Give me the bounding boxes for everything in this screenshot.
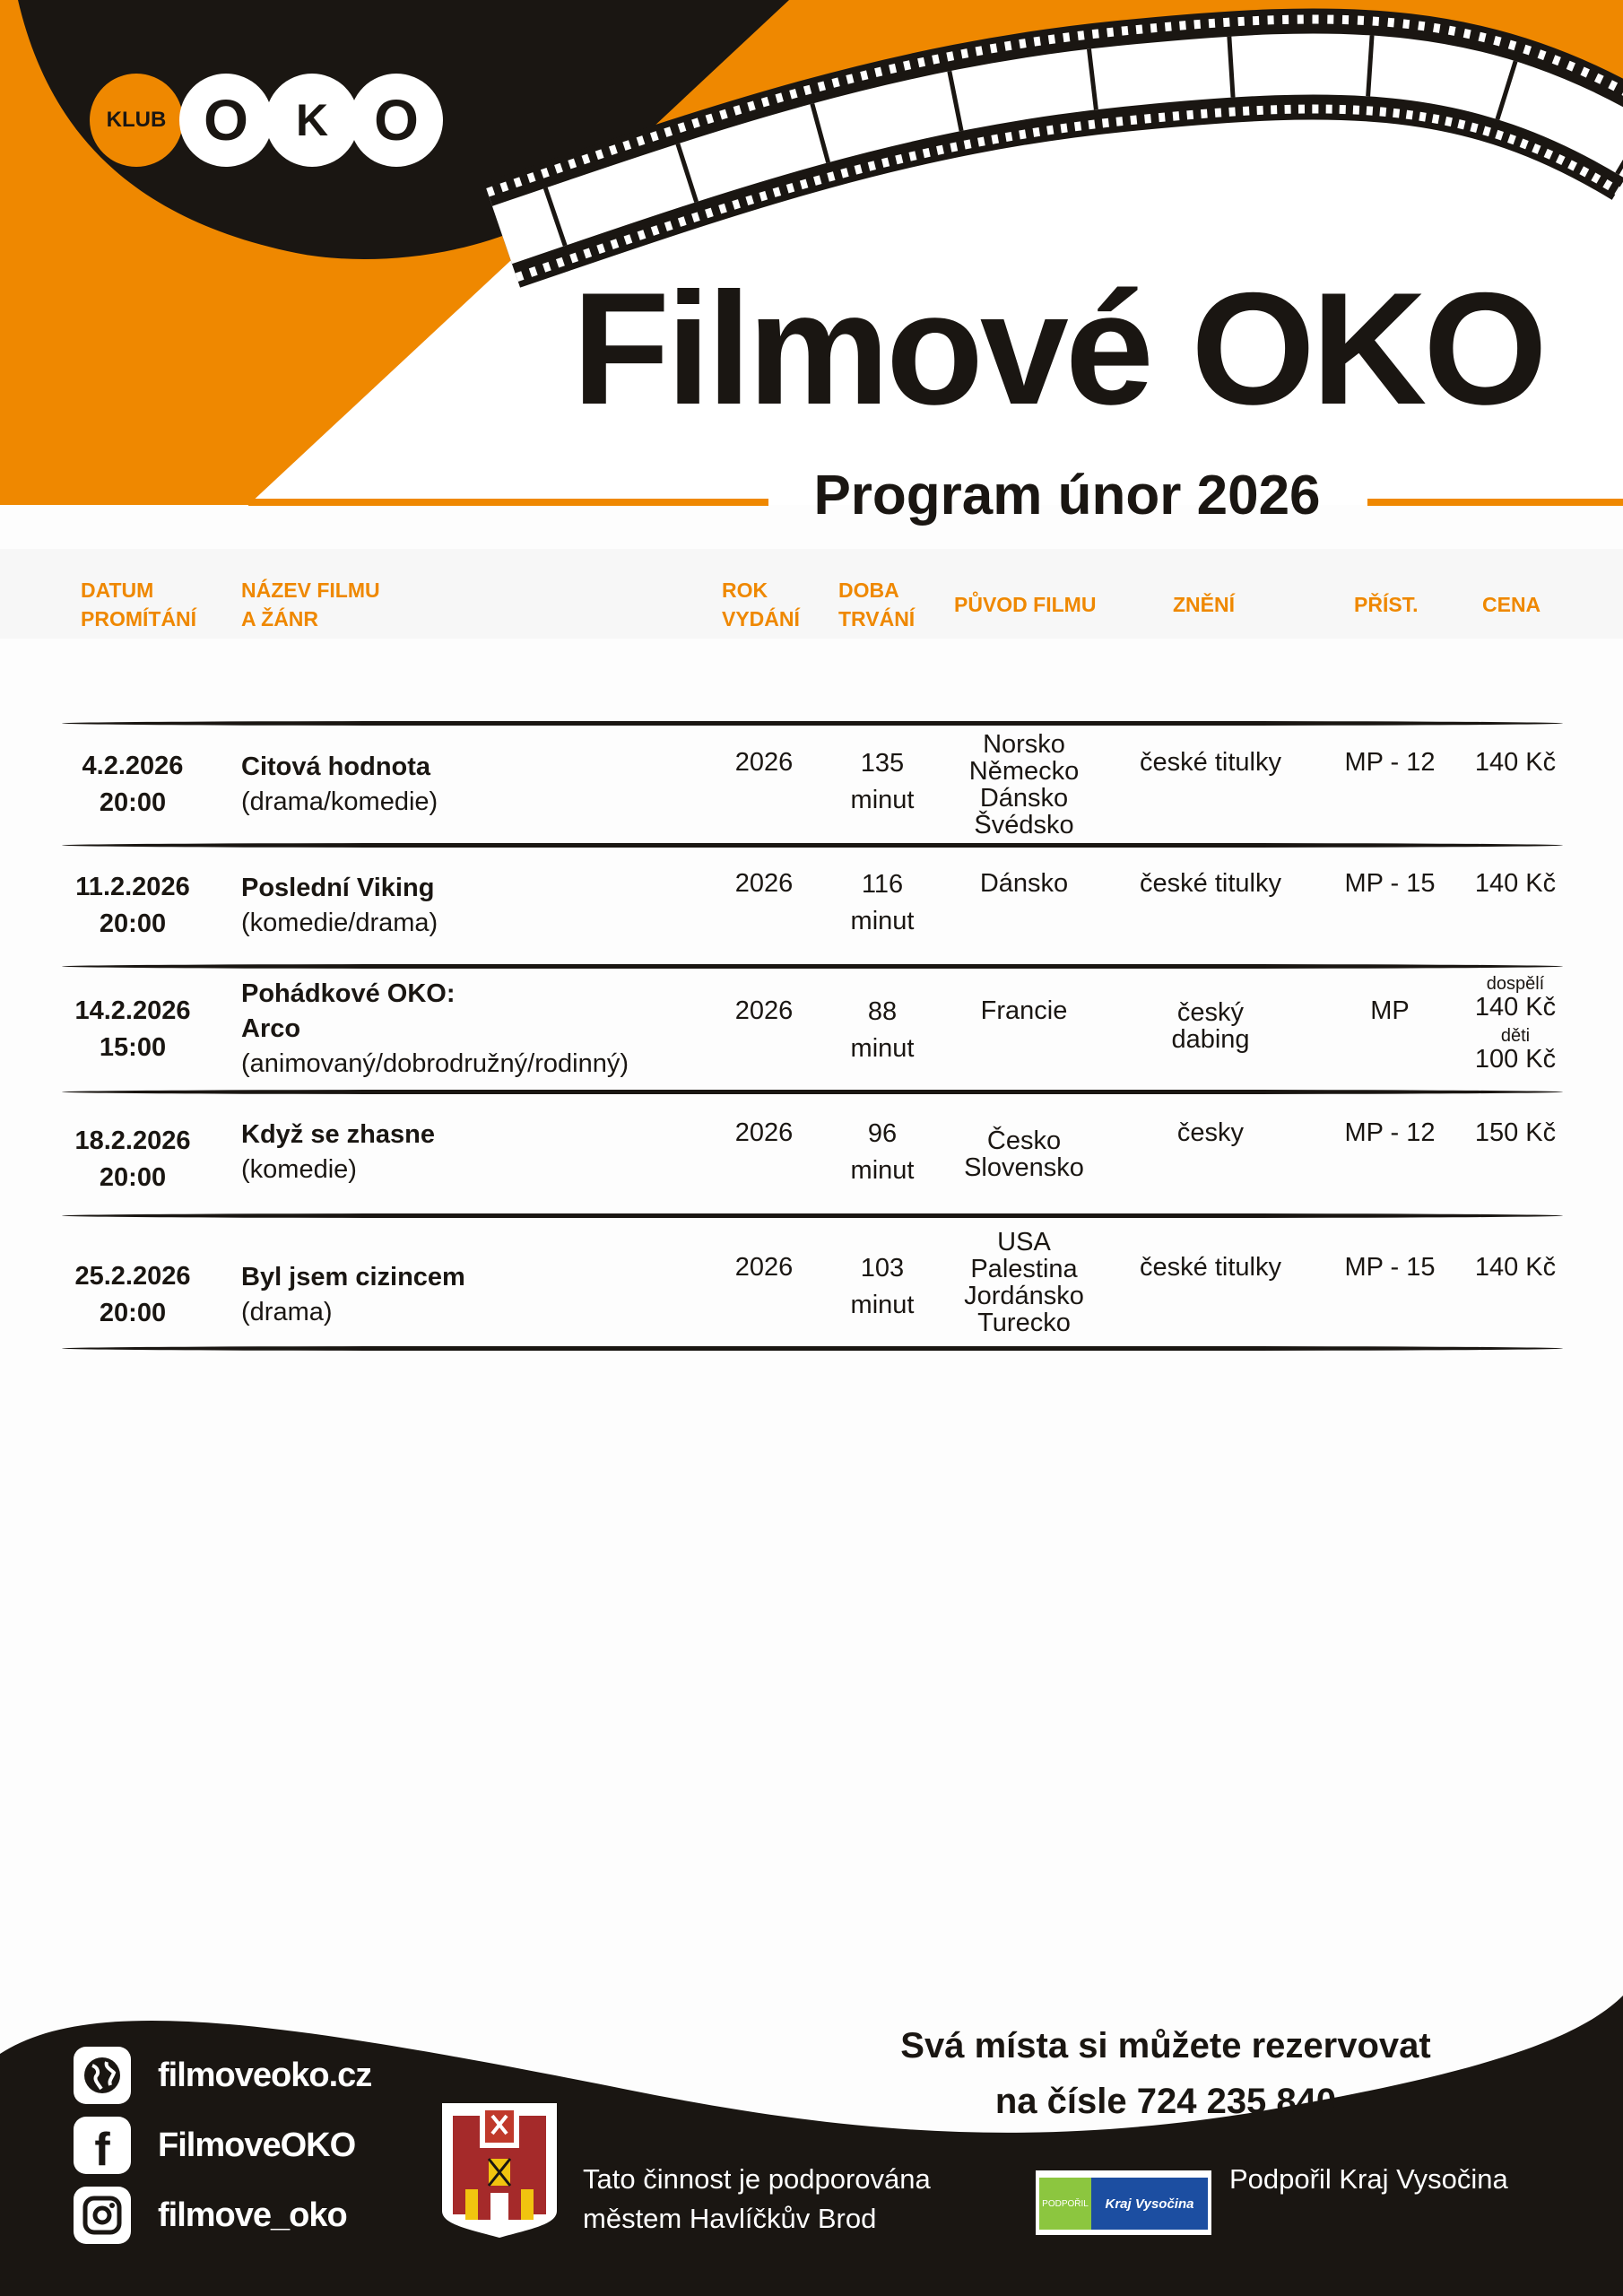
logo-left-panel: PODPOŘIL: [1039, 2178, 1091, 2230]
duration-value: 96: [867, 1119, 898, 1148]
page-subtitle: Program únor 2026: [813, 465, 1321, 526]
country: Dánsko: [979, 783, 1069, 813]
header-line: ROK: [722, 578, 768, 602]
table-row: [0, 726, 1623, 843]
table-row: [0, 1094, 1623, 1213]
instagram-text: filmove_oko: [158, 2196, 347, 2234]
header-line: DOBA: [838, 578, 899, 602]
price-child: 100 Kč: [1474, 1045, 1557, 1074]
release-year: 2026: [734, 869, 794, 898]
duration-value: 88: [867, 997, 898, 1026]
website-link[interactable]: [74, 2047, 371, 2104]
screening-date: [70, 848, 195, 964]
logo-letter-o: O: [179, 74, 273, 167]
reservation-phone: na čísle 724 235 840: [994, 2082, 1337, 2121]
table-header: [0, 549, 1623, 639]
age-rating: MP - 15: [1344, 1253, 1436, 1282]
ticket-price: 140 Kč: [1474, 748, 1557, 777]
screening-date: [70, 1094, 195, 1213]
country: Německo: [968, 756, 1080, 786]
duration-unit: minut: [850, 1034, 915, 1063]
city-support-line: městem Havlíčkův Brod: [583, 2203, 877, 2234]
column-header-duration: [838, 576, 915, 633]
duration: [834, 848, 931, 964]
duration-unit: minut: [850, 907, 915, 935]
ticket-price: 140 Kč: [1474, 869, 1557, 898]
header-line: VYDÁNÍ: [722, 607, 800, 631]
country: Turecko: [977, 1308, 1071, 1337]
column-header-year: [722, 576, 800, 633]
facebook-text: FilmoveOKO: [158, 2126, 356, 2164]
facebook-icon: f: [74, 2117, 131, 2174]
film-info: [241, 848, 743, 964]
origin: [952, 969, 1096, 1090]
city-support-line: Tato činnost je podporována: [583, 2163, 931, 2195]
header-line: PROMÍTÁNÍ: [81, 607, 197, 631]
film-title: Když se zhasne: [241, 1120, 435, 1149]
film-info: [241, 969, 743, 1090]
column-header-date: [81, 576, 196, 633]
time: 20:00: [99, 1299, 167, 1327]
duration-unit: minut: [850, 1291, 915, 1319]
table-row: [0, 848, 1623, 964]
age-rating: MP - 12: [1344, 1118, 1436, 1147]
instagram-icon: [74, 2187, 131, 2244]
release-year: 2026: [734, 1118, 794, 1147]
date: 14.2.2026: [74, 996, 191, 1025]
film-genre: (animovaný/dobrodružný/rodinný): [241, 1049, 629, 1078]
age-rating: MP - 12: [1344, 748, 1436, 777]
film-info: [241, 1218, 743, 1346]
reservation-line: Svá místa si můžete rezervovat: [900, 2026, 1431, 2066]
duration-value: 135: [860, 749, 905, 778]
header-line: A ŽÁNR: [241, 607, 319, 631]
date: 18.2.2026: [74, 1126, 191, 1155]
country: Slovensko: [964, 1152, 1084, 1182]
region-support-text: Podpořil Kraj Vysočina: [1229, 2163, 1508, 2195]
ticket-price: 150 Kč: [1474, 1118, 1557, 1147]
ticket-price: 140 Kč: [1474, 1253, 1557, 1282]
country: Norsko: [983, 729, 1065, 759]
language-version: česky: [1176, 1118, 1245, 1147]
release-year: 2026: [734, 748, 794, 777]
origin: [952, 1094, 1096, 1213]
date: 11.2.2026: [75, 873, 190, 901]
screening-date: [70, 969, 195, 1090]
orange-divider-right: [1367, 499, 1623, 506]
film-title: Poslední Viking: [241, 874, 435, 902]
film-title: Arco: [241, 1014, 301, 1043]
film-title: Byl jsem cizincem: [241, 1263, 465, 1292]
column-header-language: ZNĚNÍ: [1173, 593, 1235, 616]
film-title: Citová hodnota: [241, 752, 431, 781]
row-divider: [62, 1346, 1563, 1351]
country: Jordánsko: [964, 1281, 1084, 1310]
time: 15:00: [99, 1032, 167, 1062]
website-text: filmoveoko.cz: [158, 2056, 372, 2094]
duration-value: 103: [860, 1254, 905, 1283]
film-genre: (komedie): [241, 1155, 357, 1184]
price-label-child: děti: [1500, 1026, 1531, 1046]
release-year: 2026: [734, 996, 794, 1025]
logo-right-panel: Kraj Vysočina: [1091, 2178, 1208, 2230]
table-row: [0, 1218, 1623, 1346]
reservation-info: [807, 2018, 1524, 2129]
duration-value: 116: [861, 870, 904, 899]
time: 20:00: [99, 909, 167, 938]
globe-icon: [74, 2047, 131, 2104]
language-version: [1121, 969, 1300, 1090]
age-rating: MP: [1370, 996, 1410, 1025]
logo-letter-k: K: [265, 74, 359, 167]
screening-date: [70, 1218, 195, 1346]
language-line: český: [1176, 998, 1245, 1027]
time: 20:00: [99, 787, 167, 817]
header-line: DATUM: [81, 578, 154, 602]
origin: [952, 848, 1096, 964]
logo-klub-circle: KLUB: [90, 74, 183, 167]
screening-date: [70, 726, 195, 843]
country: Francie: [980, 996, 1068, 1025]
film-title: Pohádkové OKO:: [241, 979, 456, 1008]
duration-unit: minut: [850, 786, 915, 814]
country: Dánsko: [979, 869, 1069, 898]
language-version: české titulky: [1140, 1253, 1281, 1282]
column-header-origin: PŮVOD FILMU: [954, 593, 1097, 616]
column-header-access: PŘÍST.: [1354, 593, 1419, 616]
column-header-film: [241, 576, 380, 633]
city-support-text: [583, 2160, 931, 2239]
film-genre: (drama/komedie): [241, 787, 438, 816]
origin: [952, 726, 1096, 843]
film-genre: (drama): [241, 1298, 333, 1326]
country: Švédsko: [974, 810, 1074, 839]
page-title: Filmové OKO: [572, 259, 1544, 438]
origin: [952, 1218, 1096, 1346]
price-adult: 140 Kč: [1474, 993, 1557, 1022]
instagram-link[interactable]: [74, 2187, 347, 2244]
header-line: TRVÁNÍ: [838, 607, 916, 631]
column-header-price: CENA: [1482, 593, 1541, 616]
facebook-link[interactable]: [74, 2117, 355, 2174]
ticket-price: [1462, 969, 1569, 1090]
film-info: [241, 726, 743, 843]
language-version: české titulky: [1140, 748, 1281, 777]
duration: [834, 726, 931, 843]
orange-divider-left: [248, 499, 768, 506]
time: 20:00: [99, 1163, 167, 1192]
price-label-adult: dospělí: [1486, 974, 1545, 994]
film-info: [241, 1094, 743, 1213]
kraj-vysocina-logo: [1036, 2170, 1211, 2235]
country: USA: [997, 1227, 1051, 1257]
table-row: [0, 969, 1623, 1090]
duration: [834, 969, 931, 1090]
film-genre: (komedie/drama): [241, 909, 438, 937]
duration-unit: minut: [850, 1156, 915, 1185]
header-line: NÁZEV FILMU: [241, 578, 380, 602]
havlickuv-brod-coat-of-arms: [442, 2103, 557, 2242]
release-year: 2026: [734, 1253, 794, 1282]
country: Palestina: [970, 1254, 1078, 1283]
date: 25.2.2026: [74, 1262, 191, 1291]
logo-letter-o: O: [350, 74, 443, 167]
language-version: české titulky: [1140, 869, 1281, 898]
language-line: dabing: [1171, 1025, 1250, 1054]
duration: [834, 1218, 931, 1346]
country: Česko: [986, 1126, 1062, 1155]
age-rating: MP - 15: [1344, 869, 1436, 898]
duration: [834, 1094, 931, 1213]
date: 4.2.2026: [82, 751, 184, 780]
